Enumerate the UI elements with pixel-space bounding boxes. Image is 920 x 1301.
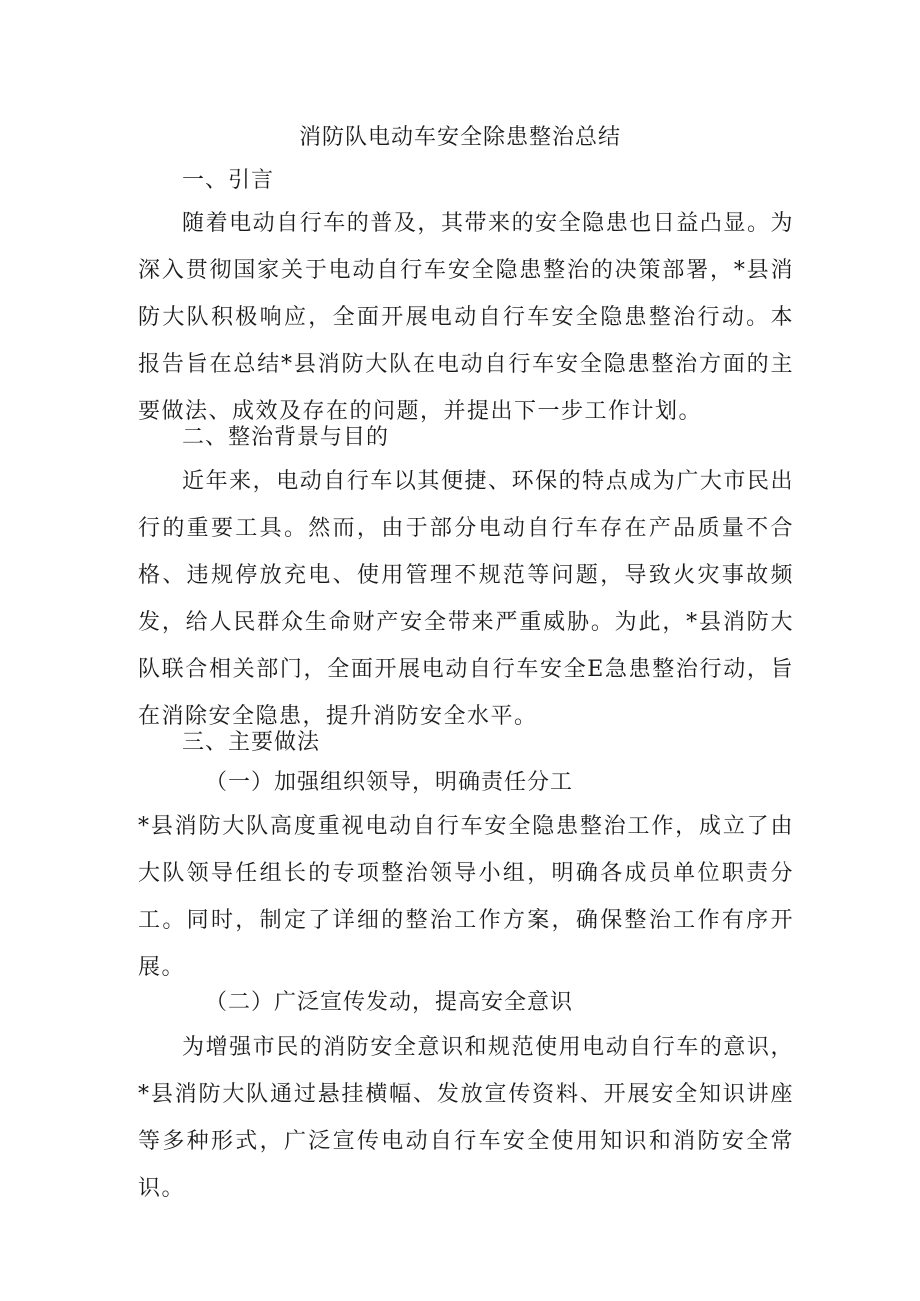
paragraph-text: 近年来，电动自行车以其便捷、环保的特点成为广大市民出行的重要工具。然而，由于部分电动自行车存在产品质量不合格、违规停放充电、使用管理不规范等问题，导致火灾事故频发，给人民群众生命财产安全带来严重威胁。为此，*县消防大队联合相关部门，全面开展电动自行车安全E急患整治行动，旨在消除安全隐患，提升消防安全水平。 [138,469,794,729]
document-title: 消防队电动车安全除患整治总结 [298,125,621,150]
paragraph-background [138,458,794,740]
subsection-heading-publicity: （二）广泛宣传发动，提高安全意识 [205,990,574,1015]
subsection-heading-organization: （一）加强组织领导，明确责任分工 [205,770,574,795]
paragraph-publicity [138,1024,794,1212]
paragraph-organization [138,803,794,991]
section-heading-main-practices: 三、主要做法 [182,730,321,755]
paragraph-text: 为增强市民的消防安全意识和规范使用电动自行车的意识，*县消防大队通过悬挂横幅、发放宣传资料、开展安全知识讲座等多种形式，广泛宣传电动自行车安全使用知识和消防安全常识。 [138,1035,794,1201]
paragraph-text: 随着电动自行车的普及，其带来的安全隐患也日益凸显。为深入贯彻国家关于电动自行车安全隐患整治的决策部署，*县消防大队积极响应，全面开展电动自行车安全隐患整治行动。本报告旨在总结*县消防大队在电动自行车安全隐患整治方面的主要做法、成效及存在的问题，并提出下一步工作计划。 [138,211,794,424]
paragraph-introduction [138,200,794,435]
section-heading-background: 二、整治背景与目的 [182,425,390,450]
paragraph-text: *县消防大队高度重视电动自行车安全隐患整治工作，成立了由大队领导任组长的专项整治领导小组，明确各成员单位职责分工。同时，制定了详细的整治工作方案，确保整治工作有序开展。 [138,814,794,980]
section-heading-introduction: 一、引言 [182,168,275,193]
